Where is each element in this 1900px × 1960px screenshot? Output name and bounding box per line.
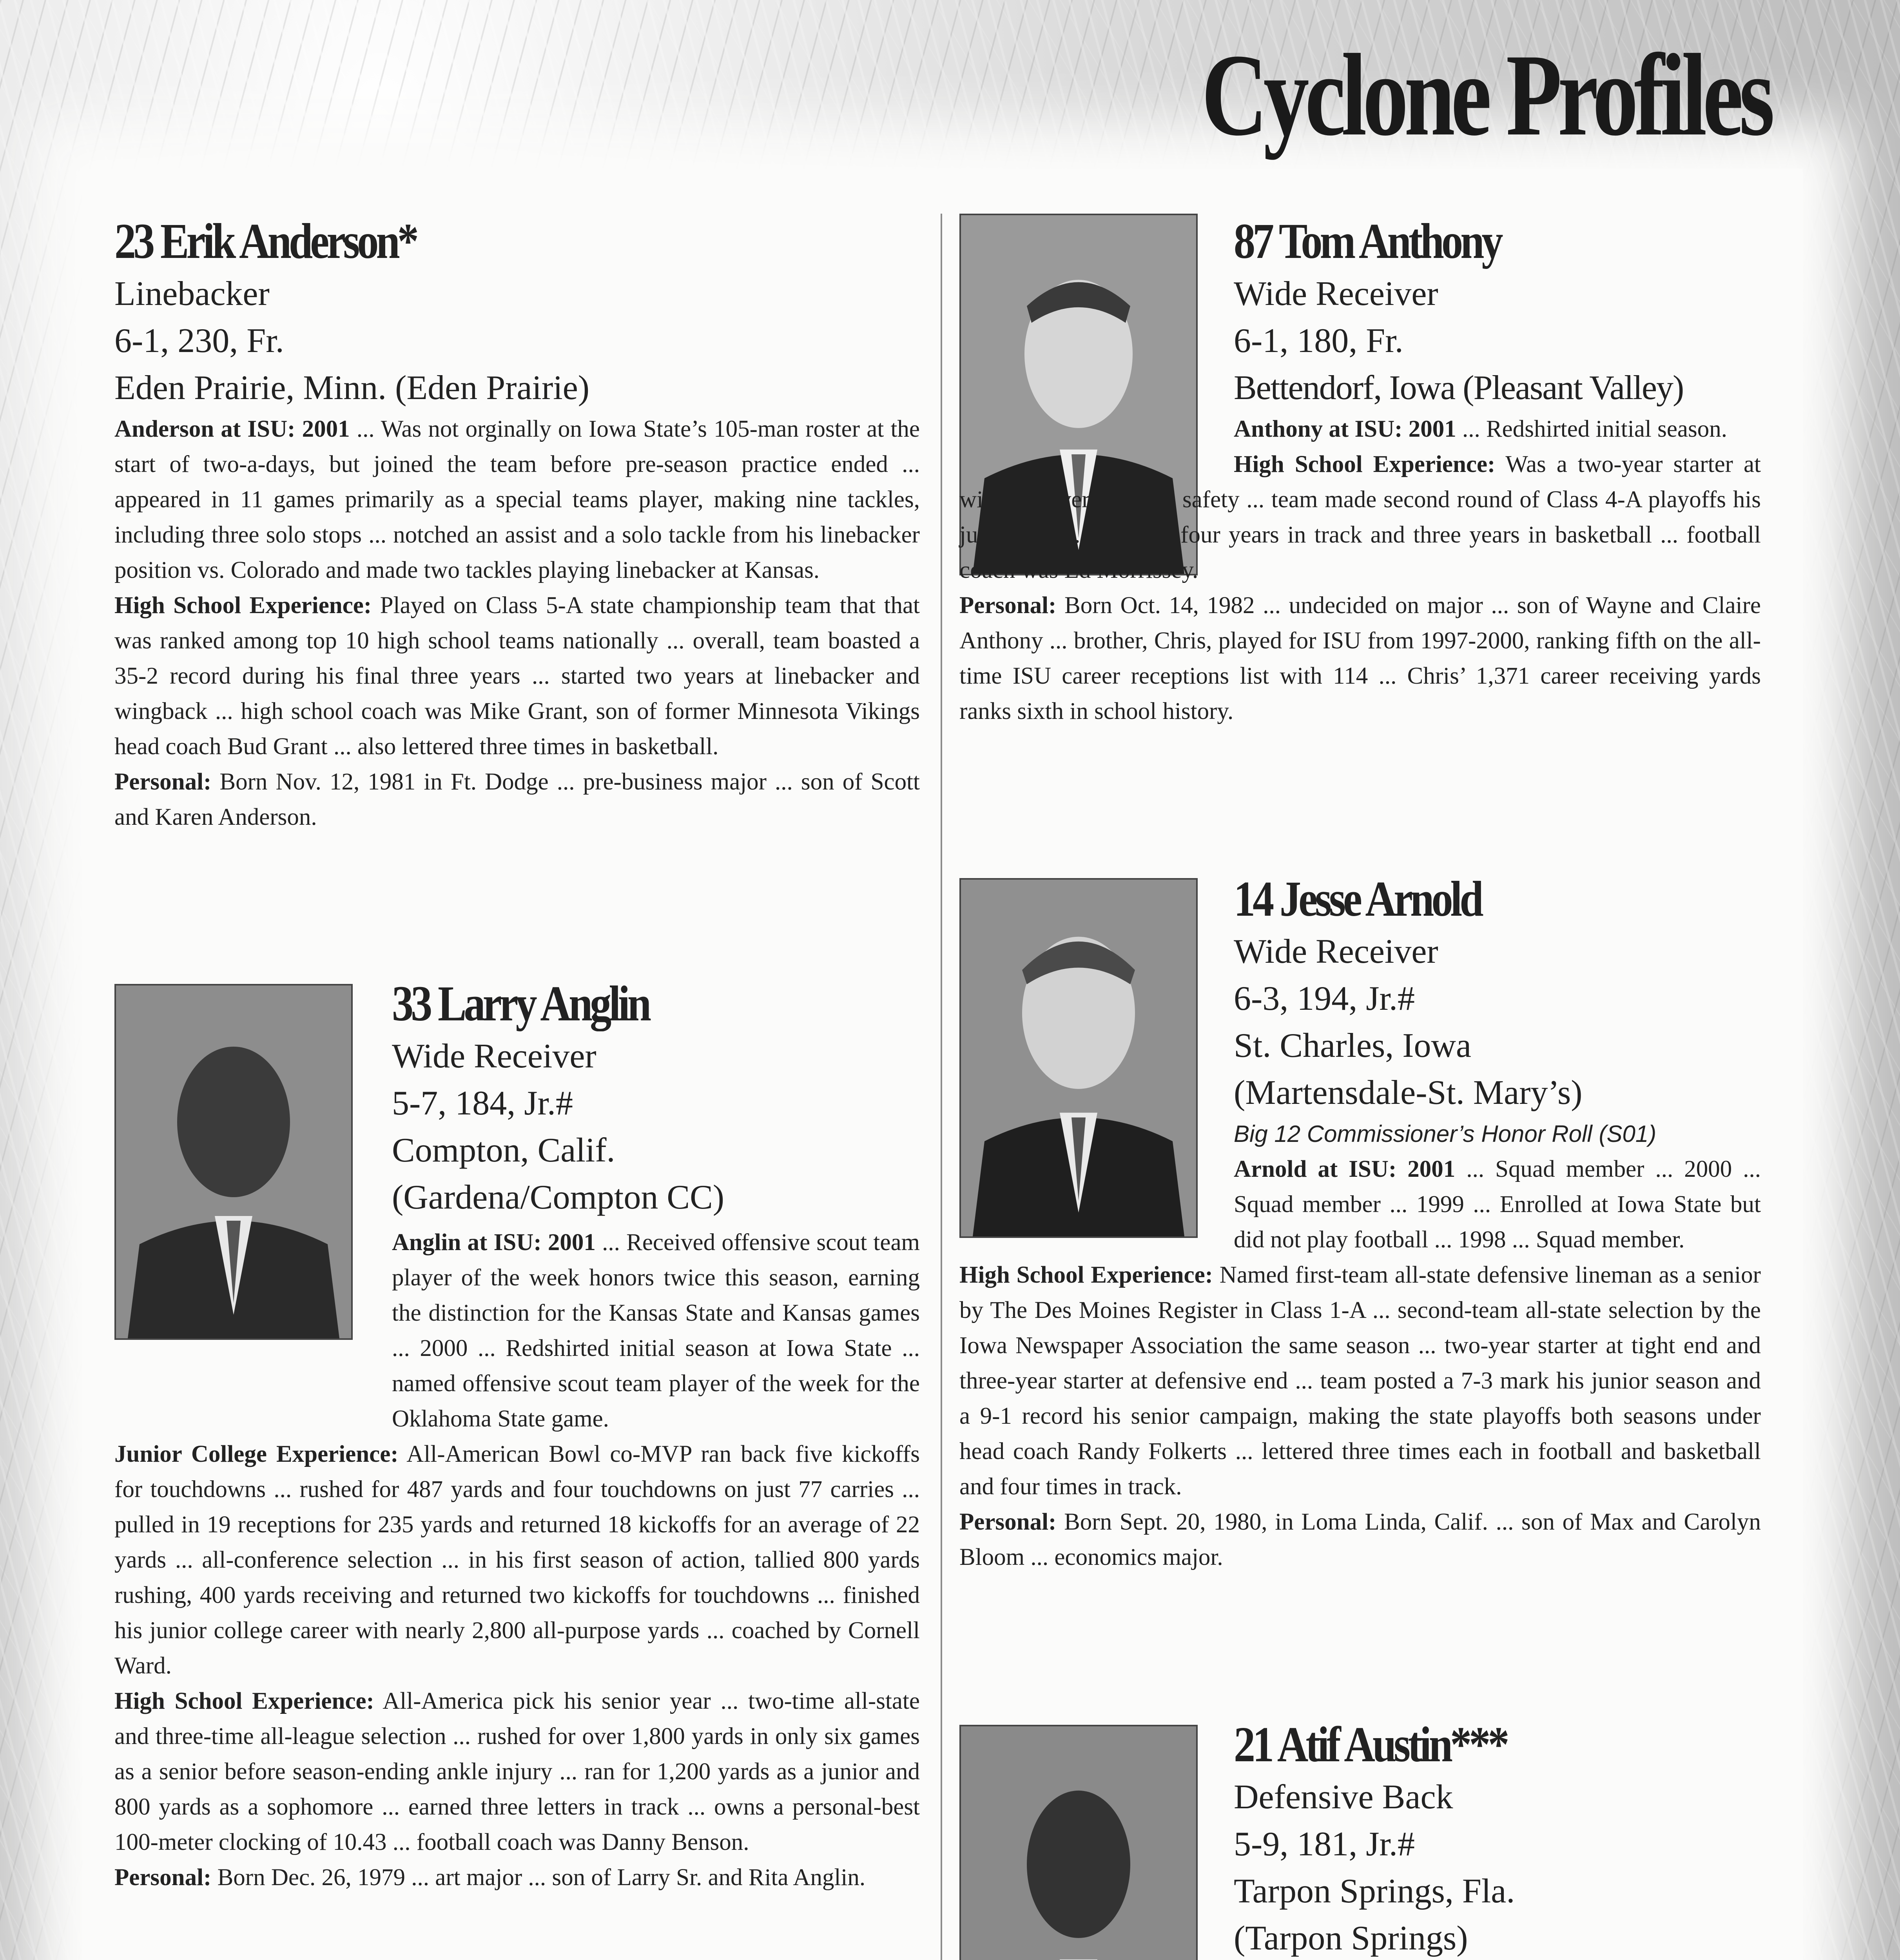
profile-larry-anglin-bio (114, 1225, 920, 1895)
player-measurables: 6-1, 180, Fr. (1234, 322, 1403, 360)
column-divider (941, 214, 942, 1960)
bio-paragraph: Personal: Born Oct. 14, 1982 ... undecided on major ... son of Wayne and Claire Anthony ... brother, Chris, played for ISU from 1997-2000, ranking fifth on the all-time ISU career receptions list with 114 ... Chris’ 1,371 career receiving yards ranks sixth in school history. (959, 592, 1761, 724)
player-measurables: 5-7, 184, Jr.# (392, 1084, 573, 1122)
player-position: Defensive Back (1234, 1778, 1453, 1816)
player-position: Wide Receiver (1234, 933, 1438, 971)
player-name: 87 Tom Anthony (1234, 213, 1501, 269)
player-school: (Gardena/Compton CC) (392, 1178, 725, 1216)
player-honor: Big 12 Commissioner’s Honor Roll (S01) (1234, 1121, 1657, 1147)
player-measurables: 6-3, 194, Jr.# (1234, 980, 1415, 1018)
player-measurables: 5-9, 181, Jr.# (1234, 1825, 1415, 1863)
bio-paragraph: High School Experience: Named first-team all-state defensive lineman as a senior by The Des Moines Register in Class 1-A ... second-team all-state selection by the Iowa Newspaper Association the same season ... two-year starter at tight end and three-year starter at defensive end ... team posted a 7-3 mark his junior season and a 9-1 record his senior campaign, making the state playoffs both seasons under head coach Randy Folkerts ... lettered three times each in football and basketball and four times in track. (959, 1262, 1761, 1500)
bio-paragraph: Personal: Born Dec. 26, 1979 ... art major ... son of Larry Sr. and Rita Anglin. (114, 1864, 866, 1891)
player-name: 23 Erik Anderson* (114, 213, 416, 269)
bio-paragraph: Anthony at ISU: 2001 ... Redshirted initial season. (1234, 416, 1727, 442)
player-hometown: St. Charles, Iowa (1234, 1027, 1472, 1065)
player-hometown: Bettendorf, Iowa (Pleasant Valley) (1234, 369, 1684, 407)
bio-paragraph: Personal: Born Nov. 12, 1981 in Ft. Dodge ... pre-business major ... son of Scott and Karen Anderson. (114, 769, 920, 830)
player-name: 21 Atif Austin*** (1234, 1717, 1507, 1772)
player-hometown: Eden Prairie, Minn. (Eden Prairie) (114, 369, 590, 407)
player-measurables: 6-1, 230, Fr. (114, 322, 284, 360)
bio-paragraph: High School Experience: Played on Class 5-A state championship team that that was ranked among top 10 high school teams nationally ... overall, team boasted a 35-2 record during his final three years ... started two years at linebacker and wingback ... high school coach was Mike Grant, son of former Minnesota Vikings head coach Bud Grant ... also lettered three times in basketball. (114, 592, 920, 760)
player-position: Wide Receiver (392, 1037, 596, 1075)
player-hometown: Tarpon Springs, Fla. (1234, 1872, 1515, 1910)
player-name: 14 Jesse Arnold (1234, 871, 1481, 927)
player-school: (Martensdale-St. Mary’s) (1234, 1074, 1583, 1112)
profile-erik-anderson (114, 212, 920, 835)
bio-paragraph: Anglin at ISU: 2001 ... Received offensive scout team player of the week honors twice this season, earning the distinction for the Kansas State and Kansas games ... 2000 ... Redshirted initial season at Iowa State ... named offensive scout team player of the week for the Oklahoma State game. (392, 1229, 920, 1432)
bio-paragraph: Personal: Born Sept. 20, 1980, in Loma Linda, Calif. ... son of Max and Carolyn Bloom ... economics major. (959, 1509, 1761, 1570)
player-position: Wide Receiver (1234, 275, 1438, 313)
bio-paragraph: High School Experience: All-America pick his senior year ... two-time all-state and three-time all-league selection ... rushed for over 1,800 yards in only six games as a senior before season-ending ankle injury ... ran for 1,200 yards as a junior and 800 yards as a sophomore ... earned three letters in track ... owns a personal-best 100-meter clocking of 10.43 ... football coach was Danny Benson. (114, 1688, 920, 1855)
profile-larry-anglin-header (392, 974, 925, 1221)
player-position: Linebacker (114, 275, 270, 313)
player-hometown: Compton, Calif. (392, 1131, 615, 1169)
profile-tom-anthony (959, 212, 1761, 729)
profile-atif-austin (959, 1715, 1761, 1960)
page-title: Cyclone Profiles (1201, 30, 1771, 160)
profile-jesse-arnold (959, 869, 1761, 1575)
player-school: (Tarpon Springs) (1234, 1919, 1468, 1957)
bio-paragraph: Anderson at ISU: 2001 ... Was not orginally on Iowa State’s 105-man roster at the start of two-a-days, but joined the team before pre-season practice ended ... appeared in 11 games primarily as a special teams player, making nine tackles, including three solo stops ... notched an assist and a solo tackle from his linebacker position vs. Colorado and made two tackles playing linebacker at Kansas. (114, 416, 920, 583)
bio-paragraph: Junior College Experience: All-American Bowl co-MVP ran back five kickoffs for touchdowns ... rushed for 487 yards and four touchdowns on just 77 carries ... pulled in 19 receptions for 235 yards and returned 18 kickoffs for an average of 22 yards ... all-conference selection ... in his first season of action, tallied 800 yards rushing, 400 yards receiving and returned two kickoffs for touchdowns ... finished his junior college career with nearly 2,800 all-purpose yards ... coached by Cornell Ward. (114, 1441, 920, 1679)
player-name: 33 Larry Anglin (392, 976, 649, 1031)
bio-paragraph: Arnold at ISU: 2001 ... Squad member ... 2000 ... Squad member ... 1999 ... Enrolled at Iowa State but did not play football ... 1998 ... Squad member. (1234, 1156, 1761, 1253)
bio-paragraph: High School Experience: Was a two-year starter at wide receiver and free safety ... team made second round of Class 4-A playoffs his junior year ... lettered four years in track and three years in basketball ... football coach was Ed Morrissey. (959, 451, 1761, 583)
